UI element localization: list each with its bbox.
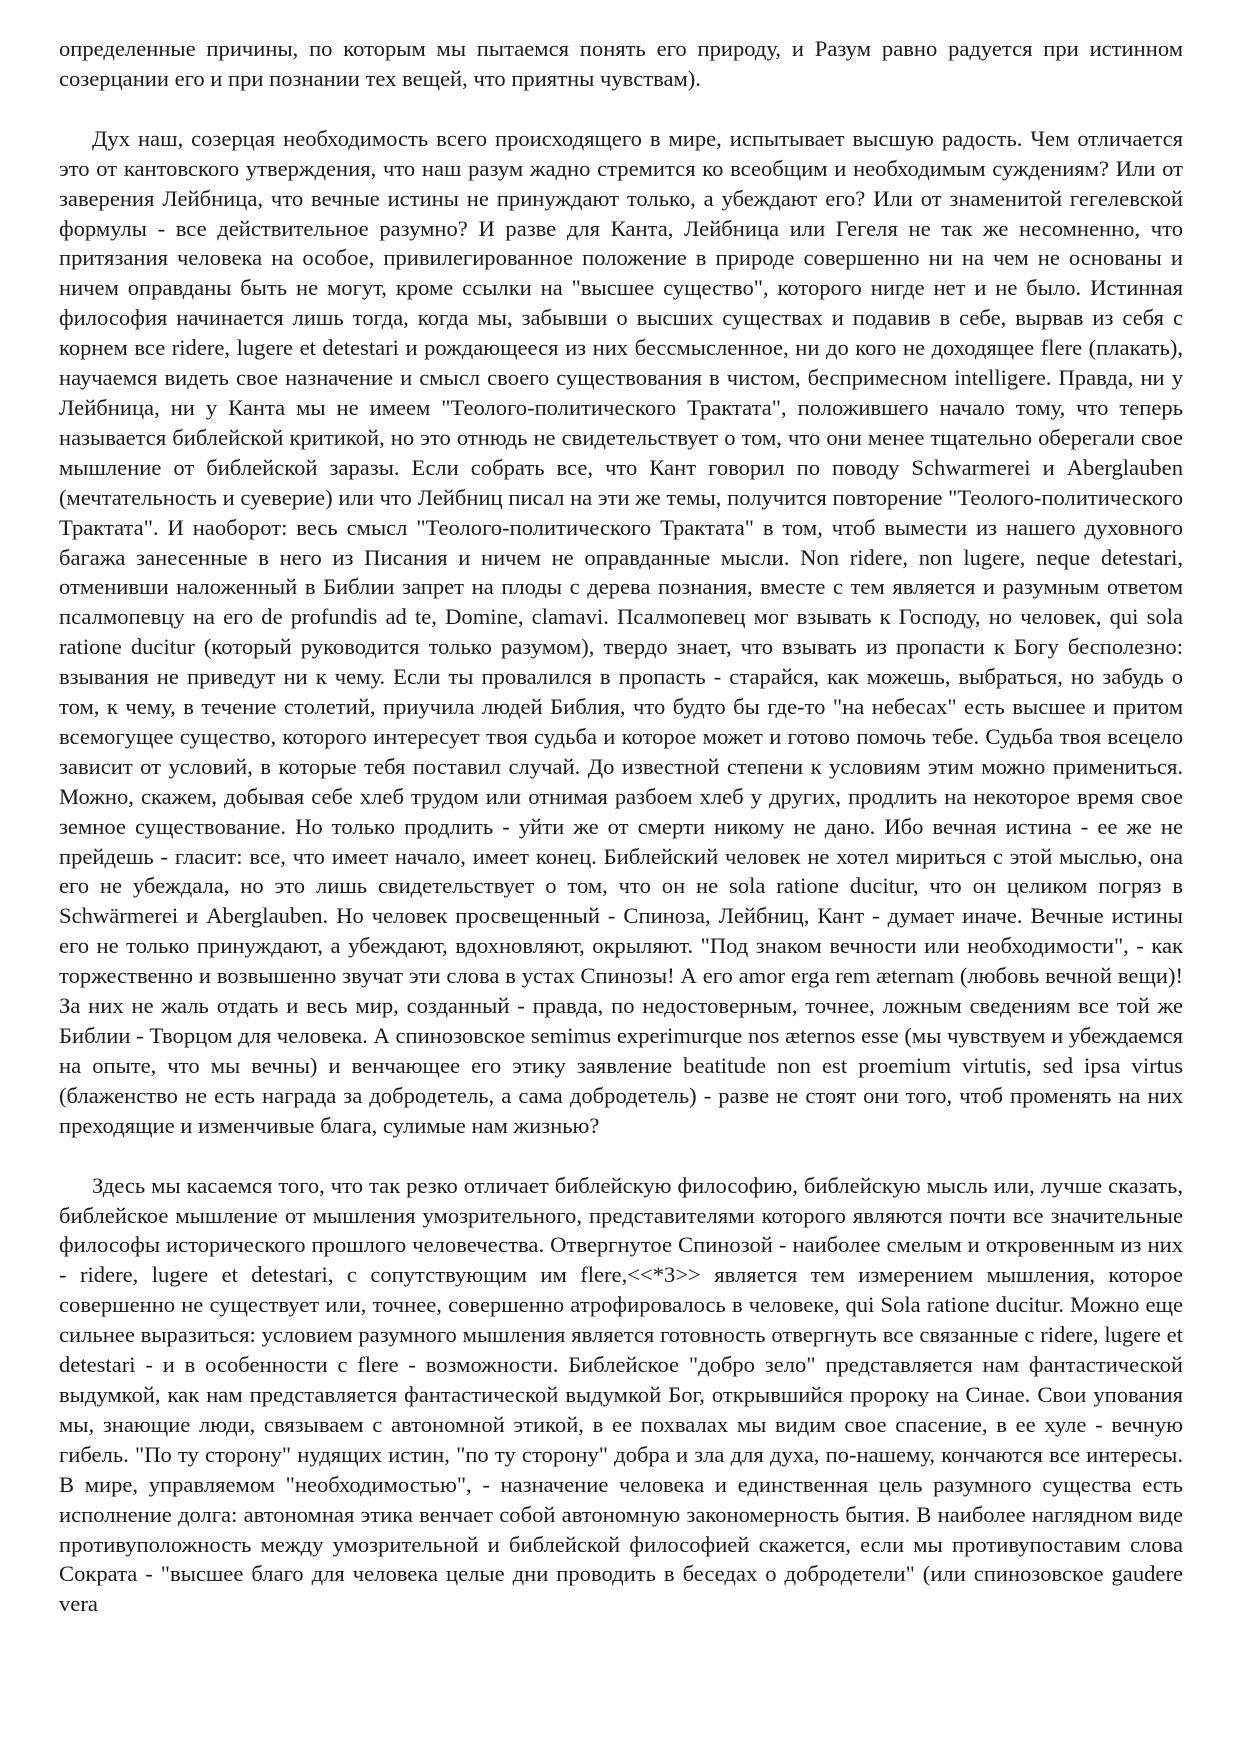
- paragraph-gap: [59, 94, 1183, 124]
- paragraph-1: определенные причины, по которым мы пытаемся понять его природу, и Разум равно радуется при истинном созерцании его и при познании тех вещей, что приятны чувствам).: [59, 36, 1183, 91]
- paragraph-gap: [59, 1141, 1183, 1171]
- paragraph-3: Здесь мы касаемся того, что так резко отличает библейскую философию, библейскую мысль или, лучше сказать, библейское мышление от мышления умозрительного, представителями которого являются почти все значительные философы исторического прошлого человечества. Отвергнутое Спинозой - наиболее смелым и откровенным из них - ridere, lugere et detestari, с сопутствующим им flere,<<*3>> является тем измерением мышления, которое совершенно не существует или, точнее, совершенно атрофировалось в человеке, qui Sola ratione ducitur. Можно еще сильнее выразиться: условием разумного мышления является готовность отвергнуть все связанные с ridere, lugere et detestari - и в особенности с flere - возможности. Библейское "добро зело" представляется нам фантастической выдумкой, как нам представляется фантастической выдумкой Бог, открывшийся пророку на Синае. Свои упования мы, знающие люди, связываем с автономной этикой, в ее похвалах мы видим свое спасение, в ее хуле - вечную гибель. "По ту сторону" нудящих истин, "по ту сторону" добра и зла для духа, по-нашему, кончаются все интересы. В мире, управляемом "необходимостью", - назначение человека и единственная цель разумного существа есть исполнение долга: автономная этика венчает собой автономную закономерность бытия. В наиболее наглядном виде противуположность между умозрительной и библейской философией скажется, если мы противупоставим слова Сократа - "высшее благо для человека целые дни проводить в беседах о добродетели" (или спинозовское gaudere vera: [59, 1172, 1183, 1617]
- paragraph-2: Дух наш, созерцая необходимость всего происходящего в мире, испытывает высшую радость. Чем отличается это от кантовского утверждения, что наш разум жадно стремится ко всеобщим и необходимым суждениям? Или от заверения Лейбница, что вечные истины не принуждают только, а убеждают его? Или от знаменитой гегелевской формулы - все действительное разумно? И разве для Канта, Лейбница или Гегеля не так же несомненно, что притязания человека на особое, привилегированное положение в природе совершенно ни на чем не основаны и ничем оправданы быть не могут, кроме ссылки на "высшее существо", которого нигде нет и не было. Истинная философия начинается лишь тогда, когда мы, забывши о высших существах и подавив в себе, вырвав из себя с корнем все ridere, lugere et detestari и рождающееся из них бессмысленное, ни до кого не доходящее flere (плакать), научаемся видеть свое назначение и смысл своего существования в чистом, беспримесном intelligere. Правда, ни у Лейбница, ни у Канта мы не имеем "Теолого-политического Трактата", положившего начало тому, что теперь называется библейской критикой, но это отнюдь не свидетельствует о том, что они менее тщательно оберегали свое мышление от библейской заразы. Если собрать все, что Кант говорил по поводу Schwarmerei и Aberglauben (мечтательность и суеверие) или что Лейбниц писал на эти же темы, получится повторение "Теолого-политического Трактата". И наоборот: весь смысл "Теолого-политического Трактата" в том, чтоб вымести из нашего духовного багажа занесенные в него из Писания и ничем не оправданные мысли. Non ridere, non lugere, neque detestari, отменивши наложенный в Библии запрет на плоды с дерева познания, вместе с тем является и разумным ответом псалмопевцу на его de profundis ad te, Domine, clamavi. Псалмопевец мог взывать к Господу, но человек, qui sola ratione ducitur (который руководится только разумом), твердо знает, что взывать из пропасти к Богу бесполезно: взывания не приведут ни к чему. Если ты провалился в пропасть - старайся, как можешь, выбраться, но забудь о том, к чему, в течение столетий, приучила людей Библия, что будто бы где-то "на небесах" есть высшее и притом всемогущее существо, которого интересует твоя судьба и которое может и готово помочь тебе. Судьба твоя всецело зависит от условий, в которые тебя поставил случай. До известной степени к условиям этим можно примениться. Можно, скажем, добывая себе хлеб трудом или отнимая разбоем хлеб у других, продлить на некоторое время свое земное существование. Но только продлить - уйти же от смерти никому не дано. Ибо вечная истина - ее же не прейдешь - гласит: все, что имеет начало, имеет конец. Библейский человек не хотел мириться с этой мыслью, она его не убеждала, но это лишь свидетельствует о том, что он не sola ratione ducitur, что он целиком погряз в Schwärmerei и Aberglauben. Но человек просвещенный - Спиноза, Лейбниц, Кант - думает иначе. Вечные истины его не только принуждают, а убеждают, вдохновляют, окрыляют. "Под знаком вечности или необходимости", - как торжественно и возвышенно звучат эти слова в устах Спинозы! А его amor erga rem æternam (любовь вечной вещи)! За них не жаль отдать и весь мир, созданный - правда, по недостоверным, точнее, ложным сведениям все той же Библии - Творцом для человека. А спинозовское semimus experimurque nos æternos esse (мы чувствуем и убеждаемся на опыте, что мы вечны) и венчающее его этику заявление beatitude non est proemium virtutis, sed ipsa virtus (блаженство не есть награда за добродетель, а сама добродетель) - разве не стоят они того, чтоб променять на них преходящие и изменчивые блага, сулимые нам жизнью?: [59, 125, 1183, 1138]
- document-page: [59, 34, 1183, 1619]
